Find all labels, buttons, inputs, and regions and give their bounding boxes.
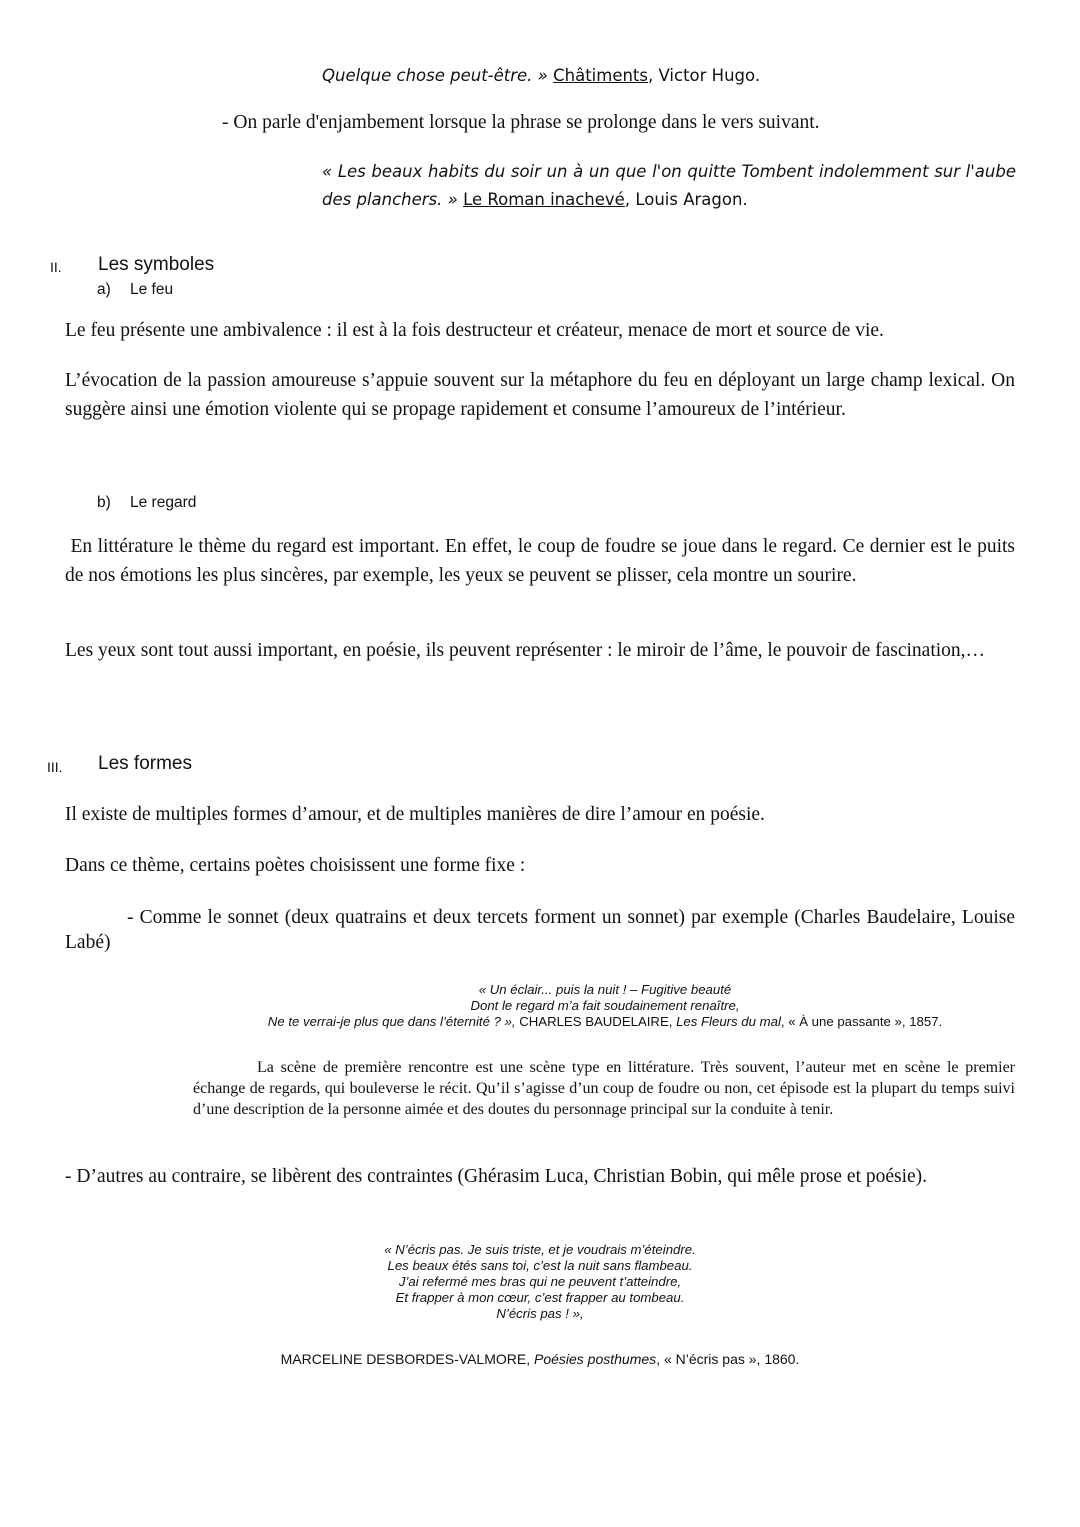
feu-paragraph-2: L’évocation de la passion amoureuse s’appuie souvent sur la métaphore du feu en déployant un large champ lexical. On suggère ainsi une émotion violente qui se propage rapidement et consume l’amoureux de l’intérieur. [65, 370, 1015, 420]
baudelaire-line-3 [200, 1014, 1010, 1030]
valmore-line-1: « N’écris pas. Je suis triste, et je voudrais m’éteindre. [384, 1242, 696, 1257]
regard-paragraph-1: En littérature le thème du regard est important. En effet, le coup de foudre se joue dans le regard. Ce dernier est le puits de nos émotions les plus sincères, par exemple, les yeux se peuvent se plisser, cela montre un sourire. [65, 536, 1020, 586]
valmore-line-4: Et frapper à mon cœur, c’est frapper au tombeau. [395, 1290, 685, 1305]
baudelaire-line-1: « Un éclair... puis la nuit ! – Fugitive beauté [478, 982, 732, 997]
baudelaire-line-2: Dont le regard m’a fait soudainement renaître, [470, 998, 740, 1013]
scene-paragraph [193, 1057, 1015, 1120]
subsection-b-title: Le regard [130, 494, 197, 511]
section-2-numeral: II. [50, 259, 62, 275]
baudelaire-line-3-text: Ne te verrai-je plus que dans l’éternité ? », [267, 1014, 520, 1029]
valmore-citation [100, 1351, 980, 1367]
valmore-line-2: Les beaux étés sans toi, c’est la nuit sans flambeau. [387, 1258, 693, 1273]
hugo-work-title: Châtiments [553, 66, 649, 85]
formes-paragraph-1: Il existe de multiples formes d’amour, et de multiples manières de dire l’amour en poésie. [65, 804, 765, 825]
baudelaire-poem: , « À une passante », 1857. [780, 1014, 943, 1029]
regard-paragraph-2: Les yeux sont tout aussi important, en poésie, ils peuvent représenter : le miroir de l’âme, le pouvoir de fascination,… [65, 640, 986, 661]
formes-paragraph-2: Dans ce thème, certains poètes choisissent une forme fixe : [65, 855, 526, 876]
hugo-author: , Victor Hugo. [648, 66, 761, 85]
subsection-a-title: Le feu [130, 281, 174, 298]
aragon-work-title: Le Roman inachevé [463, 190, 625, 209]
aragon-quote-line-2-text: des planchers. » [322, 190, 464, 209]
valmore-author: MARCELINE DESBORDES-VALMORE, [280, 1351, 534, 1367]
valmore-line-3: J’ai refermé mes bras qui ne peuvent t’atteindre, [398, 1274, 682, 1289]
section-3-numeral: III. [47, 759, 63, 775]
enjambement-definition: - On parle d'enjambement lorsque la phrase se prolonge dans le vers suivant. [222, 112, 820, 133]
valmore-poem: , « N’écris pas », 1860. [656, 1351, 800, 1367]
aragon-quote-line-2 [322, 186, 1016, 214]
contraintes-paragraph: - D’autres au contraire, se libèrent des contraintes (Ghérasim Luca, Christian Bobin, qui mêle prose et poésie). [65, 1166, 928, 1187]
feu-paragraph-1: Le feu présente une ambivalence : il est à la fois destructeur et créateur, menace de mort et source de vie. [65, 320, 884, 341]
sonnet-paragraph-text: - Comme le sonnet (deux quatrains et deux tercets forment un sonnet) par exemple (Charles Baudelaire, Louise Labé) [65, 907, 1015, 953]
baudelaire-quote [200, 982, 1010, 1030]
hugo-quote-line: Quelque chose peut-être. » [322, 66, 554, 85]
baudelaire-author: CHARLES BAUDELAIRE, [519, 1014, 677, 1029]
baudelaire-work: Les Fleurs du mal [676, 1014, 781, 1029]
aragon-author: , Louis Aragon. [624, 190, 748, 209]
aragon-quote [322, 158, 1016, 214]
section-2-title: Les symboles [98, 254, 215, 275]
subsection-b-label: b) [97, 494, 111, 511]
hugo-quote [322, 66, 760, 85]
sonnet-paragraph [65, 905, 1015, 955]
valmore-work: Poésies posthumes [533, 1351, 657, 1367]
valmore-line-5: N’écris pas ! », [496, 1306, 584, 1321]
subsection-a-label: a) [97, 281, 111, 298]
aragon-quote-line-1: « Les beaux habits du soir un à un que l'on quitte Tombent indolemment sur l'aube [322, 162, 1016, 181]
section-3-title: Les formes [98, 753, 192, 774]
valmore-quote [290, 1242, 790, 1322]
scene-paragraph-text: La scène de première rencontre est une scène type en littérature. Très souvent, l’auteur met en scène le premier échange de regards, qui bouleverse le récit. Qu’il s’agisse d’un coup de foudre ou non, cet épisode est la plupart du temps suivi d’une description de la personne aimée et des doutes du personnage principal sur la conduite à tenir. [193, 1059, 1015, 1118]
